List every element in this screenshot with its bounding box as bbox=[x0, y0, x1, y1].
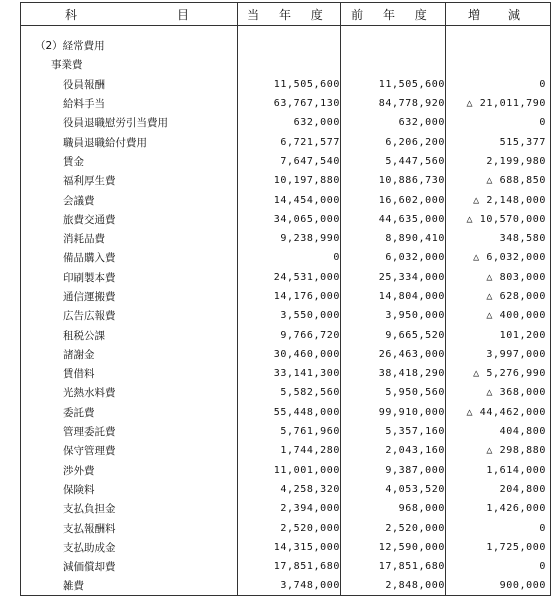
row-current-value: 34,065,000 bbox=[238, 210, 341, 229]
table-row bbox=[21, 383, 551, 402]
row-current-value: 5,761,960 bbox=[238, 422, 341, 441]
header-row bbox=[21, 3, 551, 26]
row-account-name: 福利厚生費 bbox=[21, 171, 238, 190]
row-previous-value: 2,848,000 bbox=[341, 576, 446, 596]
row-current-value: 0 bbox=[238, 248, 341, 267]
row-previous-value: 38,418,290 bbox=[341, 364, 446, 383]
row-change-value: 348,580 bbox=[446, 229, 551, 248]
table-row bbox=[21, 345, 551, 364]
row-change-value: 204,800 bbox=[446, 480, 551, 499]
row-current-value: 30,460,000 bbox=[238, 345, 341, 364]
row-previous-value: 6,206,200 bbox=[341, 132, 446, 151]
table-row bbox=[21, 306, 551, 325]
table-row bbox=[21, 441, 551, 460]
table-row bbox=[21, 113, 551, 132]
row-current-value: 9,766,720 bbox=[238, 325, 341, 344]
row-account-name: 役員退職慰労引当費用 bbox=[21, 113, 238, 132]
row-change-value: △ 2,148,000 bbox=[446, 190, 551, 209]
row-previous-value: 44,635,000 bbox=[341, 210, 446, 229]
row-current-value: 11,505,600 bbox=[238, 75, 341, 94]
row-change-value: △ 21,011,790 bbox=[446, 94, 551, 113]
row-current-value: 2,394,000 bbox=[238, 499, 341, 518]
row-account-name: 役員報酬 bbox=[21, 75, 238, 94]
row-account-name: 保険料 bbox=[21, 480, 238, 499]
table-row bbox=[21, 75, 551, 94]
row-current-value: 9,238,990 bbox=[238, 229, 341, 248]
row-account-name: 渉外費 bbox=[21, 461, 238, 480]
header-account: 科 目 bbox=[21, 3, 238, 26]
row-change-value: △ 803,000 bbox=[446, 268, 551, 287]
row-account-name: 印刷製本費 bbox=[21, 268, 238, 287]
ledger-body bbox=[21, 26, 551, 596]
row-account-name: 備品購入費 bbox=[21, 248, 238, 267]
table-row bbox=[21, 499, 551, 518]
row-change-value: △ 10,570,000 bbox=[446, 210, 551, 229]
row-previous-value: 2,520,000 bbox=[341, 518, 446, 537]
row-change-value: 1,725,000 bbox=[446, 538, 551, 557]
row-previous-value: 5,447,560 bbox=[341, 152, 446, 171]
row-current-value: 7,647,540 bbox=[238, 152, 341, 171]
row-current-value: 5,582,560 bbox=[238, 383, 341, 402]
row-change-value: 1,614,000 bbox=[446, 461, 551, 480]
expense-ledger-table bbox=[20, 2, 551, 596]
table-row bbox=[21, 518, 551, 537]
row-current-value: 2,520,000 bbox=[238, 518, 341, 537]
table-row bbox=[21, 229, 551, 248]
row-current-value: 63,767,130 bbox=[238, 94, 341, 113]
row-previous-value: 9,665,520 bbox=[341, 325, 446, 344]
row-current-value: 14,176,000 bbox=[238, 287, 341, 306]
row-account-name: 会議費 bbox=[21, 190, 238, 209]
row-change-value: △ 5,276,990 bbox=[446, 364, 551, 383]
table-row bbox=[21, 171, 551, 190]
row-change-value: 515,377 bbox=[446, 132, 551, 151]
row-account-name: 広告広報費 bbox=[21, 306, 238, 325]
row-previous-value: 11,505,600 bbox=[341, 75, 446, 94]
row-account-name: 職員退職給付費用 bbox=[21, 132, 238, 151]
table-row bbox=[21, 210, 551, 229]
row-previous-value: 4,053,520 bbox=[341, 480, 446, 499]
row-previous-value: 26,463,000 bbox=[341, 345, 446, 364]
row-change-value: △ 6,032,000 bbox=[446, 248, 551, 267]
row-previous-value: 9,387,000 bbox=[341, 461, 446, 480]
table-row bbox=[21, 248, 551, 267]
row-previous-value: 10,886,730 bbox=[341, 171, 446, 190]
table-row bbox=[21, 538, 551, 557]
row-current-value: 3,550,000 bbox=[238, 306, 341, 325]
spacer-row bbox=[21, 26, 551, 37]
row-previous-value: 5,357,160 bbox=[341, 422, 446, 441]
row-previous-value: 5,950,560 bbox=[341, 383, 446, 402]
section-row bbox=[21, 36, 551, 55]
table-row bbox=[21, 403, 551, 422]
table-row bbox=[21, 576, 551, 596]
row-previous-value: 8,890,410 bbox=[341, 229, 446, 248]
row-current-value: 3,748,000 bbox=[238, 576, 341, 596]
header-change: 増 減 bbox=[446, 3, 551, 26]
row-current-value: 1,744,280 bbox=[238, 441, 341, 460]
row-current-value: 14,315,000 bbox=[238, 538, 341, 557]
row-account-name: 減価償却費 bbox=[21, 557, 238, 576]
row-change-value: △ 368,000 bbox=[446, 383, 551, 402]
table-row bbox=[21, 268, 551, 287]
row-current-value: 55,448,000 bbox=[238, 403, 341, 422]
row-change-value: △ 298,880 bbox=[446, 441, 551, 460]
row-current-value: 6,721,577 bbox=[238, 132, 341, 151]
row-change-value: △ 44,462,000 bbox=[446, 403, 551, 422]
row-account-name: 保守管理費 bbox=[21, 441, 238, 460]
row-account-name: 消耗品費 bbox=[21, 229, 238, 248]
header-previous-year: 前 年 度 bbox=[341, 3, 446, 26]
row-account-name: 支払報酬料 bbox=[21, 518, 238, 537]
row-change-value: △ 400,000 bbox=[446, 306, 551, 325]
row-account-name: 租税公課 bbox=[21, 325, 238, 344]
table-row bbox=[21, 190, 551, 209]
row-current-value: 17,851,680 bbox=[238, 557, 341, 576]
row-account-name: 支払負担金 bbox=[21, 499, 238, 518]
table-row bbox=[21, 557, 551, 576]
row-previous-value: 25,334,000 bbox=[341, 268, 446, 287]
row-previous-value: 16,602,000 bbox=[341, 190, 446, 209]
row-previous-value: 632,000 bbox=[341, 113, 446, 132]
row-previous-value: 2,043,160 bbox=[341, 441, 446, 460]
row-previous-value: 12,590,000 bbox=[341, 538, 446, 557]
row-account-name: 給料手当 bbox=[21, 94, 238, 113]
subsection-row bbox=[21, 55, 551, 74]
row-previous-value: 17,851,680 bbox=[341, 557, 446, 576]
row-previous-value: 6,032,000 bbox=[341, 248, 446, 267]
row-account-name: 賃借料 bbox=[21, 364, 238, 383]
subsection-label: 事業費 bbox=[21, 55, 238, 74]
section-label: （2）経常費用 bbox=[21, 36, 238, 55]
row-current-value: 33,141,300 bbox=[238, 364, 341, 383]
row-change-value: 2,199,980 bbox=[446, 152, 551, 171]
table-row bbox=[21, 287, 551, 306]
row-previous-value: 99,910,000 bbox=[341, 403, 446, 422]
row-change-value: 0 bbox=[446, 518, 551, 537]
row-current-value: 10,197,880 bbox=[238, 171, 341, 190]
row-previous-value: 968,000 bbox=[341, 499, 446, 518]
row-previous-value: 3,950,000 bbox=[341, 306, 446, 325]
row-account-name: 旅費交通費 bbox=[21, 210, 238, 229]
row-account-name: 雑費 bbox=[21, 576, 238, 596]
row-change-value: 101,200 bbox=[446, 325, 551, 344]
table-row bbox=[21, 325, 551, 344]
row-current-value: 4,258,320 bbox=[238, 480, 341, 499]
row-previous-value: 14,804,000 bbox=[341, 287, 446, 306]
table-row bbox=[21, 461, 551, 480]
row-change-value: 0 bbox=[446, 75, 551, 94]
row-account-name: 通信運搬費 bbox=[21, 287, 238, 306]
row-account-name: 支払助成金 bbox=[21, 538, 238, 557]
row-account-name: 光熱水料費 bbox=[21, 383, 238, 402]
table-row bbox=[21, 152, 551, 171]
table-row bbox=[21, 94, 551, 113]
row-current-value: 24,531,000 bbox=[238, 268, 341, 287]
table-row bbox=[21, 480, 551, 499]
row-previous-value: 84,778,920 bbox=[341, 94, 446, 113]
row-current-value: 632,000 bbox=[238, 113, 341, 132]
row-change-value: 0 bbox=[446, 113, 551, 132]
row-account-name: 賃金 bbox=[21, 152, 238, 171]
row-change-value: △ 628,000 bbox=[446, 287, 551, 306]
row-account-name: 委託費 bbox=[21, 403, 238, 422]
row-account-name: 管理委託費 bbox=[21, 422, 238, 441]
row-change-value: 0 bbox=[446, 557, 551, 576]
table-row bbox=[21, 132, 551, 151]
row-change-value: 900,000 bbox=[446, 576, 551, 596]
row-current-value: 11,001,000 bbox=[238, 461, 341, 480]
row-account-name: 諸謝金 bbox=[21, 345, 238, 364]
table-row bbox=[21, 364, 551, 383]
row-change-value: 404,800 bbox=[446, 422, 551, 441]
row-change-value: 3,997,000 bbox=[446, 345, 551, 364]
table-row bbox=[21, 422, 551, 441]
row-change-value: △ 688,850 bbox=[446, 171, 551, 190]
row-change-value: 1,426,000 bbox=[446, 499, 551, 518]
row-current-value: 14,454,000 bbox=[238, 190, 341, 209]
header-current-year: 当 年 度 bbox=[238, 3, 341, 26]
